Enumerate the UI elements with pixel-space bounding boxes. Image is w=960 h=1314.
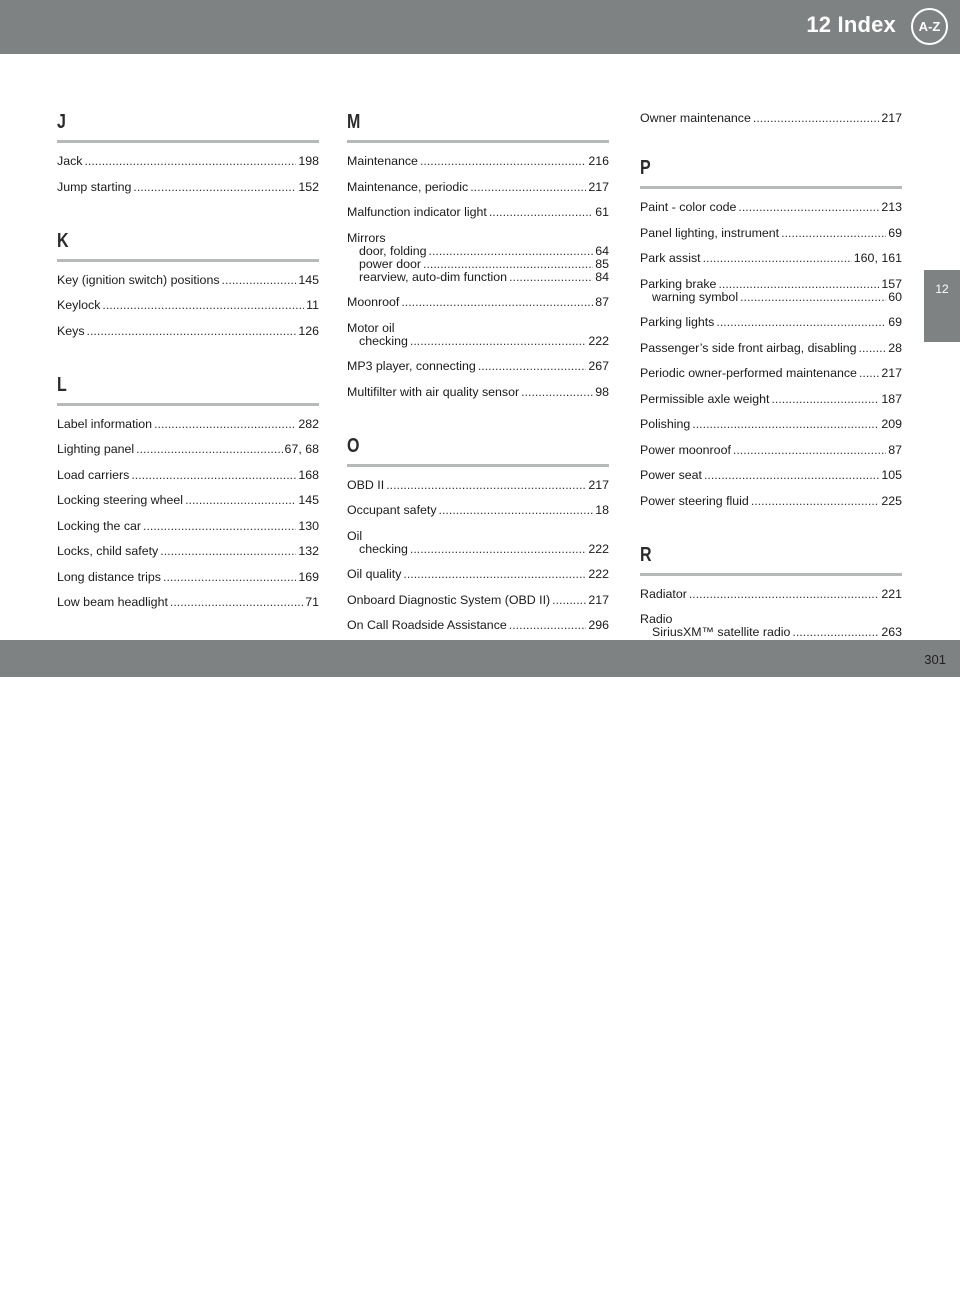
watermark: carmanualsonline.info xyxy=(560,1288,804,1313)
entry-page-number[interactable]: 160, 161 xyxy=(853,251,902,265)
entry-page-number[interactable]: 85 xyxy=(595,256,609,271)
dot-leader xyxy=(509,617,587,633)
entry-page-number[interactable]: 152 xyxy=(298,179,319,194)
dot-leader xyxy=(154,416,296,432)
dot-leader xyxy=(185,492,296,508)
index-entry[interactable] xyxy=(347,592,609,608)
index-entry[interactable] xyxy=(347,294,609,310)
entry-text: Locks, child safety xyxy=(57,544,159,558)
page-number: 301 xyxy=(924,652,946,667)
section-letter: O xyxy=(347,434,360,457)
index-entry[interactable] xyxy=(57,441,319,457)
dot-leader xyxy=(131,467,296,483)
entry-page-number[interactable]: 87 xyxy=(595,295,609,309)
entry-text: Load carriers xyxy=(57,467,130,482)
dot-leader xyxy=(143,518,296,534)
index-entry[interactable] xyxy=(640,416,902,432)
entry-page-number[interactable]: 145 xyxy=(298,493,319,507)
entry-page-number[interactable]: 187 xyxy=(881,391,902,406)
index-section xyxy=(57,110,319,195)
entry-page-number[interactable]: 221 xyxy=(881,586,902,601)
dot-leader xyxy=(386,477,586,493)
dot-leader xyxy=(403,566,586,582)
dot-leader xyxy=(133,179,296,195)
entry-text: Power moonroof xyxy=(640,442,731,457)
entry-text: Oil quality xyxy=(347,567,402,581)
dot-leader xyxy=(489,204,593,220)
entry-page-number[interactable]: 28 xyxy=(888,340,902,355)
dot-leader xyxy=(703,250,852,266)
entry-page-number[interactable]: 98 xyxy=(595,384,609,399)
entry-text: On Call Roadside Assistance xyxy=(347,618,507,632)
index-entry[interactable] xyxy=(347,617,609,633)
section-letter: M xyxy=(347,111,361,133)
dot-leader xyxy=(420,153,586,169)
dot-leader xyxy=(716,314,886,330)
index-entry[interactable] xyxy=(640,110,902,126)
entry-text: Parking brake xyxy=(640,276,717,291)
index-entry[interactable] xyxy=(640,467,902,483)
dot-leader xyxy=(753,110,879,126)
index-entry[interactable] xyxy=(57,518,319,534)
index-entry[interactable] xyxy=(347,502,609,518)
section-divider xyxy=(640,573,902,576)
index-entry[interactable] xyxy=(57,272,319,288)
dot-leader xyxy=(552,592,586,608)
dot-leader xyxy=(771,391,879,407)
entry-page-number[interactable]: 69 xyxy=(888,225,902,240)
entry-page-number[interactable]: 71 xyxy=(305,595,319,609)
entry-page-number[interactable]: 60 xyxy=(888,289,902,304)
index-entry[interactable] xyxy=(347,179,609,195)
entry-page-number[interactable]: 130 xyxy=(298,518,319,533)
dot-leader xyxy=(859,340,887,356)
entry-text: Passenger’s side front airbag, disabling xyxy=(640,340,857,355)
index-subentry[interactable] xyxy=(359,269,609,285)
entry-page-number[interactable]: 84 xyxy=(595,269,609,284)
entry-text: checking xyxy=(359,541,408,556)
index-entry[interactable] xyxy=(640,250,902,266)
entry-page-number[interactable]: 217 xyxy=(588,477,609,492)
dot-leader xyxy=(704,467,879,483)
dot-leader xyxy=(84,153,296,169)
entry-page-number[interactable]: 282 xyxy=(298,416,319,431)
dot-leader xyxy=(170,594,303,610)
dot-leader xyxy=(401,294,593,310)
entry-text: Onboard Diagnostic System (OBD II) xyxy=(347,592,551,607)
index-entry[interactable] xyxy=(57,323,319,339)
dot-leader xyxy=(859,365,879,381)
entry-text: SiriusXM™ satellite radio xyxy=(652,625,791,639)
entry-text: Owner maintenance xyxy=(640,111,751,125)
index-column-2 xyxy=(347,110,609,667)
section-divider xyxy=(57,403,319,406)
dot-leader xyxy=(470,179,586,195)
entry-text: Lighting panel xyxy=(57,442,135,456)
index-entry[interactable] xyxy=(640,493,902,509)
entry-page-number[interactable]: 217 xyxy=(881,111,902,125)
entry-page-number[interactable]: 267 xyxy=(588,359,609,373)
index-entry[interactable] xyxy=(347,204,609,220)
entry-text: MP3 player, connecting xyxy=(347,359,476,373)
entry-page-number[interactable]: 18 xyxy=(595,503,609,517)
entry-text: Keylock xyxy=(57,298,101,312)
index-section xyxy=(57,373,319,611)
entry-text: Maintenance, periodic xyxy=(347,179,469,194)
index-entry[interactable] xyxy=(57,297,319,313)
index-entry[interactable] xyxy=(640,340,902,356)
dot-leader xyxy=(478,358,587,374)
section-divider xyxy=(347,464,609,467)
dot-leader xyxy=(689,586,879,602)
entry-page-number[interactable]: 67, 68 xyxy=(284,442,319,456)
index-entry[interactable] xyxy=(640,365,902,381)
entry-text: Key (ignition switch) positions xyxy=(57,272,220,287)
page-footer xyxy=(0,640,960,1313)
entry-page-number[interactable]: 217 xyxy=(881,366,902,380)
section-divider xyxy=(57,140,319,143)
entry-page-number[interactable]: 213 xyxy=(881,200,902,214)
index-entry[interactable] xyxy=(347,477,609,493)
entry-text: Permissible axle weight xyxy=(640,391,770,406)
entry-text: warning symbol xyxy=(652,289,739,304)
entry-text: power door xyxy=(359,256,421,271)
index-column-1 xyxy=(57,110,319,644)
dot-leader xyxy=(102,297,304,313)
entry-page-number[interactable]: 168 xyxy=(298,467,319,482)
entry-page-number[interactable]: 222 xyxy=(588,567,609,581)
index-entry[interactable] xyxy=(57,569,319,585)
entry-text: Park assist xyxy=(640,251,701,265)
entry-page-number[interactable]: 217 xyxy=(588,592,609,607)
dot-leader xyxy=(410,333,586,349)
index-entry[interactable] xyxy=(57,179,319,195)
index-section xyxy=(347,110,609,400)
entry-text: Oil xyxy=(347,528,363,543)
dot-leader xyxy=(410,541,586,557)
index-entry[interactable] xyxy=(640,314,902,330)
entry-page-number[interactable]: 263 xyxy=(881,625,902,639)
index-column-3 xyxy=(640,110,902,674)
entry-page-number[interactable]: 87 xyxy=(888,442,902,457)
entry-text: Maintenance xyxy=(347,154,418,168)
entry-page-number[interactable]: 217 xyxy=(588,179,609,194)
index-entry[interactable] xyxy=(640,442,902,458)
section-letter: K xyxy=(57,229,69,252)
entry-page-number[interactable]: 157 xyxy=(881,276,902,291)
page-header xyxy=(0,0,960,54)
entry-page-number[interactable]: 169 xyxy=(298,569,319,584)
dot-leader xyxy=(521,384,593,400)
entry-page-number[interactable]: 216 xyxy=(588,154,609,168)
entry-text: Motor oil xyxy=(347,320,395,335)
index-entry[interactable] xyxy=(640,199,902,215)
entry-text: Locking steering wheel xyxy=(57,493,184,507)
entry-text: Radiator xyxy=(640,586,687,601)
index-entry[interactable] xyxy=(57,594,319,610)
entry-text: Mirrors xyxy=(347,230,386,245)
entry-page-number[interactable]: 132 xyxy=(298,544,319,558)
entry-page-number[interactable]: 11 xyxy=(306,298,319,312)
entry-page-number[interactable]: 222 xyxy=(588,541,609,556)
entry-page-number[interactable]: 69 xyxy=(888,315,902,329)
entry-text: Keys xyxy=(57,323,85,338)
entry-text: Power seat xyxy=(640,468,702,482)
index-entry[interactable] xyxy=(57,416,319,432)
entry-page-number[interactable]: 296 xyxy=(588,618,609,632)
entry-text: Parking lights xyxy=(640,315,715,329)
entry-text: Moonroof xyxy=(347,295,400,309)
dot-leader xyxy=(733,442,886,458)
entry-text: Long distance trips xyxy=(57,569,162,584)
section-letter: L xyxy=(57,373,67,396)
entry-text: Periodic owner-performed maintenance xyxy=(640,366,857,380)
entry-page-number[interactable]: 198 xyxy=(298,154,319,168)
index-section xyxy=(347,434,609,634)
dot-leader xyxy=(509,269,593,285)
index-entry[interactable] xyxy=(640,391,902,407)
entry-text: Malfunction indicator light xyxy=(347,205,487,219)
section-divider xyxy=(347,140,609,143)
dot-leader xyxy=(163,569,296,585)
index-entry[interactable] xyxy=(57,492,319,508)
dot-leader xyxy=(160,543,296,559)
section-divider xyxy=(57,259,319,262)
entry-text: rearview, auto-dim function xyxy=(359,269,508,284)
entry-text: Jack xyxy=(57,154,83,168)
index-section xyxy=(640,156,902,509)
section-letter: R xyxy=(640,543,652,566)
entry-text: Polishing xyxy=(640,417,691,431)
entry-page-number[interactable]: 209 xyxy=(881,417,902,431)
index-subentry[interactable] xyxy=(359,333,609,349)
index-section xyxy=(57,229,319,339)
entry-text: Multifilter with air quality sensor xyxy=(347,384,520,399)
entry-text: door, folding xyxy=(359,243,427,258)
dot-leader xyxy=(692,416,879,432)
index-entry[interactable] xyxy=(640,225,902,241)
entry-page-number[interactable]: 222 xyxy=(588,333,609,348)
index-subentry[interactable] xyxy=(359,541,609,557)
dot-leader xyxy=(439,502,594,518)
dot-leader xyxy=(751,493,879,509)
index-section xyxy=(640,110,902,126)
index-section xyxy=(640,543,902,641)
section-divider xyxy=(640,186,902,189)
dot-leader xyxy=(740,289,886,305)
entry-page-number[interactable]: 61 xyxy=(595,205,609,219)
a-z-index-icon: A-Z xyxy=(911,8,948,45)
entry-text: Locking the car xyxy=(57,518,142,533)
index-entry[interactable] xyxy=(347,153,609,169)
chapter-tab[interactable]: 12 xyxy=(924,270,960,342)
dot-leader xyxy=(738,199,879,215)
dot-leader xyxy=(136,441,282,457)
section-letter: P xyxy=(640,157,651,179)
entry-page-number[interactable]: 126 xyxy=(298,323,319,338)
dot-leader xyxy=(222,272,297,288)
index-subentry[interactable] xyxy=(652,624,902,640)
entry-text: Paint - color code xyxy=(640,200,737,214)
index-entry[interactable] xyxy=(57,543,319,559)
index-subentry[interactable] xyxy=(652,289,902,305)
entry-text: Panel lighting, instrument xyxy=(640,225,780,240)
entry-text: OBD II xyxy=(347,477,385,492)
section-letter: J xyxy=(57,111,66,133)
index-entry[interactable] xyxy=(57,467,319,483)
entry-text: Power steering fluid xyxy=(640,493,749,508)
index-entry[interactable] xyxy=(57,153,319,169)
entry-text: Label information xyxy=(57,416,153,431)
entry-text: checking xyxy=(359,333,408,348)
entry-text: Occupant safety xyxy=(347,503,437,517)
entry-page-number[interactable]: 105 xyxy=(881,468,902,482)
index-entry[interactable] xyxy=(640,586,902,602)
index-entry[interactable] xyxy=(347,566,609,582)
entry-text: Radio xyxy=(640,612,673,626)
entry-page-number[interactable]: 225 xyxy=(881,493,902,508)
entry-page-number[interactable]: 145 xyxy=(298,272,319,287)
page-title: 12 Index xyxy=(806,12,896,37)
entry-page-number[interactable]: 64 xyxy=(595,243,609,258)
entry-text: Low beam headlight xyxy=(57,595,168,609)
index-entry[interactable] xyxy=(347,358,609,374)
dot-leader xyxy=(87,323,297,339)
dot-leader xyxy=(781,225,886,241)
index-entry[interactable] xyxy=(347,384,609,400)
dot-leader xyxy=(792,624,879,640)
entry-text: Jump starting xyxy=(57,179,132,194)
